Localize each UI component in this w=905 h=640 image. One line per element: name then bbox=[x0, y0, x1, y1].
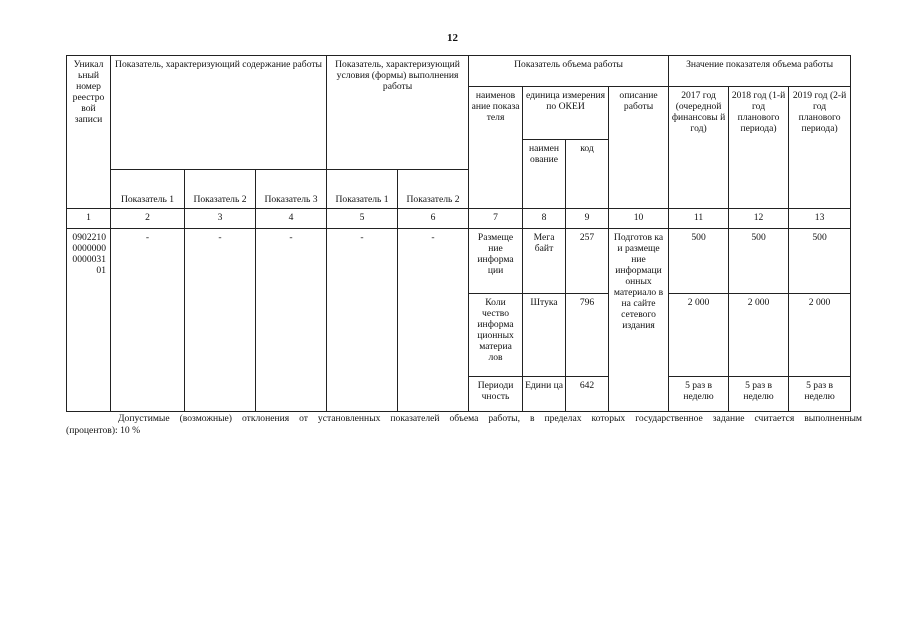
column-number: 1 bbox=[67, 209, 111, 229]
header-year-2018: 2018 год (1-й год планового периода) bbox=[729, 87, 789, 209]
value-2018: 5 раз в неделю bbox=[729, 377, 789, 412]
work-description: Подготов ка и размеще ние информаци онных материало в на сайте сетевого издания bbox=[609, 229, 669, 412]
column-number: 3 bbox=[185, 209, 256, 229]
footnote-line-1: Допустимые (возможные) отклонения от установленных показателей объема работы, в пределах которых государственное задание считается выполненным bbox=[118, 413, 862, 424]
header-condition-sub-1: Показатель 1 bbox=[327, 170, 398, 209]
header-year-2017: 2017 год (очередной финансовы й год) bbox=[669, 87, 729, 209]
work-volume-table bbox=[66, 55, 851, 412]
condition-indicator-1-value: - bbox=[327, 229, 398, 412]
header-work-description: описание работы bbox=[609, 87, 669, 209]
value-2019: 500 bbox=[789, 229, 851, 294]
value-2019: 2 000 bbox=[789, 294, 851, 377]
header-unique-number: Уникал ьный номер реестро вой записи bbox=[67, 56, 111, 209]
value-2017: 2 000 bbox=[669, 294, 729, 377]
header-condition-sub-2: Показатель 2 bbox=[398, 170, 469, 209]
header-content-sub-2: Показатель 2 bbox=[185, 170, 256, 209]
indicator-name: Размеще ние информа ции bbox=[469, 229, 523, 294]
column-number: 4 bbox=[256, 209, 327, 229]
unit-code: 257 bbox=[566, 229, 609, 294]
header-volume-indicator: Показатель объема работы bbox=[469, 56, 669, 87]
content-indicator-3-value: - bbox=[256, 229, 327, 412]
unit-name: Едини ца bbox=[523, 377, 566, 412]
table-row bbox=[67, 229, 851, 294]
column-number: 8 bbox=[523, 209, 566, 229]
footnote-line-2: (процентов): 10 % bbox=[66, 425, 141, 437]
column-number: 11 bbox=[669, 209, 729, 229]
header-content-sub-3: Показатель 3 bbox=[256, 170, 327, 209]
header-unit-code: код bbox=[566, 140, 609, 209]
value-2018: 500 bbox=[729, 229, 789, 294]
header-indicator-name: наименов ание показа теля bbox=[469, 87, 523, 209]
column-number: 12 bbox=[729, 209, 789, 229]
deviation-footnote bbox=[66, 413, 862, 438]
header-unit: единица измерения по ОКЕИ bbox=[523, 87, 609, 140]
header-condition-indicator: Показатель, характеризующий условия (формы) выполнения работы bbox=[327, 56, 469, 170]
column-number: 7 bbox=[469, 209, 523, 229]
header-year-2019: 2019 год (2-й год планового периода) bbox=[789, 87, 851, 209]
column-number-row bbox=[67, 209, 851, 229]
header-unit-name: наимен ование bbox=[523, 140, 566, 209]
column-number: 5 bbox=[327, 209, 398, 229]
column-number: 9 bbox=[566, 209, 609, 229]
unit-name: Мега байт bbox=[523, 229, 566, 294]
indicator-name: Коли чество информа ционных материа лов bbox=[469, 294, 523, 377]
column-number: 13 bbox=[789, 209, 851, 229]
header-volume-value: Значение показателя объема работы bbox=[669, 56, 851, 87]
column-number: 2 bbox=[111, 209, 185, 229]
column-number: 10 bbox=[609, 209, 669, 229]
column-number: 6 bbox=[398, 209, 469, 229]
value-2017: 5 раз в неделю bbox=[669, 377, 729, 412]
content-indicator-2-value: - bbox=[185, 229, 256, 412]
indicator-name: Периоди чность bbox=[469, 377, 523, 412]
condition-indicator-2-value: - bbox=[398, 229, 469, 412]
unit-code: 796 bbox=[566, 294, 609, 377]
value-2019: 5 раз в неделю bbox=[789, 377, 851, 412]
unit-name: Штука bbox=[523, 294, 566, 377]
value-2017: 500 bbox=[669, 229, 729, 294]
registry-record-number: 0902210 0000000 0000031 01 bbox=[67, 229, 111, 412]
value-2018: 2 000 bbox=[729, 294, 789, 377]
content-indicator-1-value: - bbox=[111, 229, 185, 412]
page-number: 12 bbox=[447, 32, 458, 44]
header-content-sub-1: Показатель 1 bbox=[111, 170, 185, 209]
header-content-indicator: Показатель, характеризующий содержание работы bbox=[111, 56, 327, 170]
unit-code: 642 bbox=[566, 377, 609, 412]
